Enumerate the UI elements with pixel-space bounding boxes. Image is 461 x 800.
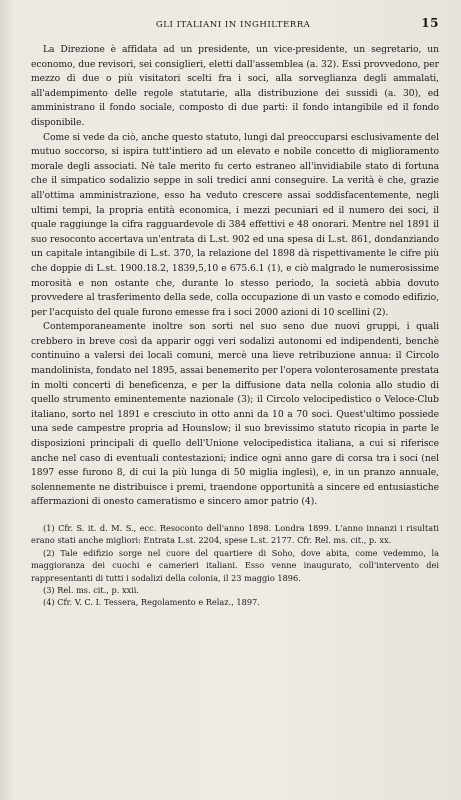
- paragraph-direzione: La Direzione è affidata ad un presidente, un vice-presidente, un segretario, un economo, due revisori, sei consiglieri, eletti dall'assemblea (a. 32). Essi provvedono, per mezzo di due o più visitatori scelti fra i soci, alla sorveglianza degli ammalati, all'adempimento delle regole statutarie, alla distribuzione dei sussidi (a. 30), ed amministrano il fondo sociale, composto di due parti: il fondo intangibile ed il fondo disponibile.: [31, 44, 439, 128]
- paragraph-statuto: Come si vede da ciò, anche questo statuto, lungi dal preoccuparsi esclusivamente del mutuo soccorso, si ispira tutt'intiero ad un elevato e nobile concetto di miglioramento morale degli associati. Nè tale merito fu certo estraneo all'invidiabile stato di fortuna che il simpatico sodalizio seppe in soli tredici anni conseguire. La verità è che, grazie all'ottima amministrazione, esso ha veduto crescere assai soddisfacentemente, negli ultimi tempi, la propria entità economica, i mezzi pecuniari ed il numero dei soci, il quale raggiunge la cifra ragguardevole di 384 effettivi e 48 onorari. Mentre nel 1891 il suo resoconto accertava un'entrata di L.st. 902 ed una spesa di L.st. 861, dondanziando un capitale intangibile di L.st. 370, la relazione del 1898 dà rispettivamente le cifre più che doppie di L.st. 1900.18.2, 1839,5,10 e 675.6.1 (1), e ciò malgrado le numerosissime morosità e non ostante che, durante lo stesso periodo, la società abbia dovuto provvedere al trasferimento della sede, colla occupazione di un vasto e comodo edifizio, per l'acquisto del quale furono emesse fra i soci 2000 azioni di 10 scellini (2).: [31, 131, 439, 318]
- page-number: 15: [421, 16, 439, 30]
- running-header: [31, 16, 439, 30]
- footnote-1: (1) Cfr. S. it. d. M. S., ecc. Resoconto dell'anno 1898. Londra 1899. L'anno innanzi i risultati erano stati anche migliori: Entrata L.st. 2204, spese L.st. 2177. Cfr. Rel. ms. cit., p. xx.: [31, 523, 439, 546]
- footnote-3: (3) Rel. ms. cit., p. xxii.: [43, 585, 140, 596]
- footnote-2: (2) Tale edifizio sorge nel cuore del quartiere di Soho, dove abita, come vedemmo, la maggioranza dei cuochi e camerieri italiani. Esso venne inaugurato, coll'intervento dei rappresentanti di tutti i sodalizi della colonia, il 23 maggio 1896.: [31, 547, 439, 583]
- running-title: GLI ITALIANI IN INGHILTERRA: [155, 20, 311, 30]
- paragraph-nuovi-gruppi: Contemporaneamente inoltre son sorti nel suo seno due nuovi gruppi, i quali crebbero in breve così da apparir oggi veri sodalizi autonomi ed indipendenti, benchè continuino a valersi dei locali comuni, mercè una lieve retribuzione annua: il Circolo mandolinista, fondato nel 1895, assai benemerito per l'opera volonterosamente prestata in molti concerti di beneficenza, e per la diffusione data nella colonia allo studio di quello strumento eminentemente nazionale (3); il Circolo velocipedistico o Veloce-Club italiano, sorto nel 1891 e cresciuto in otto anni da 10 a 70 soci. Quest'ultimo possiede una sede campestre propria ad Hounslow; il suo brevissimo statuto ricopia in parte le disposizioni principali di quello dell'Unione velocipedistica italiana, a cui si riferisce anche nel caso di eventuali contestazioni; indice ogni anno gare di corsa tra i soci (nel 1897 esse furono 8, di cui la più lunga di 50 miglia inglesi), e, in un pranzo annuale, solennemente ne distribuisce i premi, traendone opportunità a sincere ed entusiastiche affermazioni di onesto cameratismo e sincero amor patrio (4).: [31, 321, 439, 508]
- footnotes: [31, 522, 439, 609]
- footnote-4: (4) Cfr. V. C. I. Tessera, Regolamento e Relaz., 1897.: [43, 597, 260, 608]
